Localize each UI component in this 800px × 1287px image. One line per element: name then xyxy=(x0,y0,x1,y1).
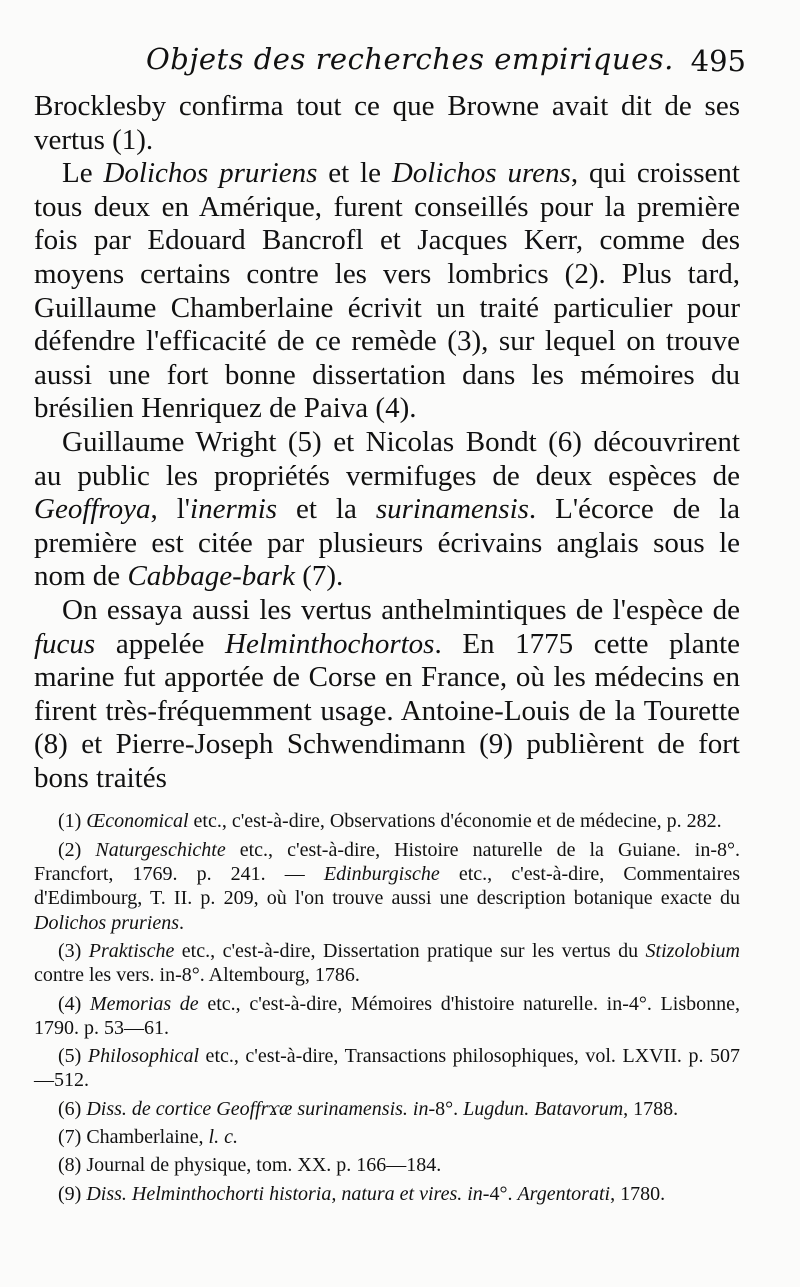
footnote-number: (1) xyxy=(58,810,87,833)
common-name: Cabbage-bark xyxy=(127,560,295,593)
footnote-text: 4°. xyxy=(489,1182,518,1205)
footnote xyxy=(34,838,740,935)
paragraph xyxy=(34,157,740,426)
footnote-title: Diss. de cortice Geoffrϫæ surinamensis. in- xyxy=(86,1097,436,1120)
footnote-title: Œconomical xyxy=(86,810,189,833)
species-name: Dolichos pruriens xyxy=(103,157,318,190)
species-name: Helminthochortos xyxy=(225,627,435,660)
footnote xyxy=(34,1125,740,1149)
genus-name: Geoffroya xyxy=(34,493,151,526)
footnote-number: (5) xyxy=(58,1045,88,1068)
footnote-title: Edinburgische xyxy=(323,863,440,886)
footnote xyxy=(34,992,740,1041)
paragraph-text: Brocklesby confirma tout ce que Browne avait dit de ses vertus (1). xyxy=(34,90,740,156)
footnote-text: , 1788. xyxy=(623,1097,679,1120)
main-text xyxy=(34,90,740,795)
footnote-number: (6) xyxy=(58,1097,87,1120)
footnote-number: (9) xyxy=(58,1182,87,1205)
paragraph-text: . L'écorce de la première est citée par plusieurs écrivains anglais sous le nom de xyxy=(34,493,740,593)
paragraph-text: appelée xyxy=(95,627,226,660)
footnote-title: Praktische xyxy=(88,939,175,962)
paragraph-text: Guillaume Wright (5) et Nicolas Bondt (6) découvrirent au public les propriétés vermifuges de deux espèces de xyxy=(34,425,740,492)
footnote-text: etc., c'est-à-dire, Dissertation pratique sur les vertus du xyxy=(174,939,646,962)
footnote-text: etc., c'est-à-dire, Histoire naturelle de la Guiane. in-8°. Francfort, 1769. p. 241. — xyxy=(34,838,740,886)
genus-name: fucus xyxy=(34,627,96,660)
paragraph-text: . En 1775 cette plante marine fut apportée de Corse en France, où les médecins en firent très-fréquemment usage. Antoine-Louis de la Tourette (8) et Pierre-Joseph Schwendimann (9) publièrent de fort bons traités xyxy=(34,627,740,794)
footnote xyxy=(34,1182,740,1206)
footnote-title: Memorias de xyxy=(90,992,199,1015)
paragraph-text: Le xyxy=(62,157,104,190)
species-name: Dolichos pruriens xyxy=(34,911,179,934)
footnote-text: , 1780. xyxy=(610,1182,666,1205)
footnote-text: etc., c'est-à-dire, Mémoires d'histoire naturelle. in-4°. Lisbonne, 1790. p. 53—61. xyxy=(34,992,740,1039)
paragraph-text: et la xyxy=(277,493,376,526)
footnote-title: Philosophical xyxy=(87,1045,199,1068)
genus-name: Stizolobium xyxy=(645,939,740,962)
footnote-number: (2) xyxy=(58,838,96,861)
running-title: Objets des recherches empiriques. xyxy=(146,42,674,76)
footnote xyxy=(34,1097,740,1121)
paragraph-text: et le xyxy=(317,157,392,190)
footnote-number: (7) xyxy=(58,1126,87,1149)
paragraph xyxy=(34,426,740,594)
footnote xyxy=(34,809,740,833)
footnote xyxy=(34,1153,740,1177)
footnote-abbrev: l. c. xyxy=(208,1126,238,1149)
footnote-text: contre les vers. in-8°. Altembourg, 1786. xyxy=(34,964,360,987)
paragraph xyxy=(34,594,740,796)
paragraph xyxy=(34,90,740,157)
footnote-title: Naturgeschichte xyxy=(95,838,226,861)
footnote xyxy=(34,939,740,988)
species-name: inermis xyxy=(190,493,278,526)
species-name: surinamensis xyxy=(375,493,529,526)
page-number: 495 xyxy=(690,44,746,78)
footnote-text: etc., c'est-à-dire, Observations d'économie et de médecine, p. 282. xyxy=(188,810,722,833)
paragraph-text: , qui croissent tous deux en Amérique, furent conseillés pour la première fois par Edouard Bancrofl et Jacques Kerr, comme des moyens certains contre les vers lombrics (2). Plus tard, Guillaume Chamberlaine écrivit un traité particulier pour défendre l'efficacité de ce remède (3), sur lequel on trouve aussi une fort bonne dissertation dans les mémoires du brésilien Henriquez de Paiva (4). xyxy=(34,157,740,425)
footnote-text: . xyxy=(179,911,184,934)
paragraph-text: , l' xyxy=(150,493,191,526)
footnotes xyxy=(34,809,740,1205)
footnote-text: Chamberlaine, xyxy=(86,1126,209,1149)
footnote-number: (4) xyxy=(58,992,90,1015)
footnote xyxy=(34,1044,740,1093)
footnote-number: (3) xyxy=(58,939,89,962)
footnote-title: Diss. Helminthochorti historia, natura et vires. in- xyxy=(86,1182,490,1205)
footnote-text: etc., c'est-à-dire, Transactions philosophiques, vol. LXVII. p. 507—512. xyxy=(34,1045,741,1092)
species-name: Dolichos urens xyxy=(391,157,571,190)
paragraph-text: (7). xyxy=(294,560,344,593)
footnote-text: Journal de physique, tom. XX. p. 166—184. xyxy=(86,1154,442,1177)
paragraph-text: On essaya aussi les vertus anthelmintiques de l'espèce de xyxy=(62,593,740,626)
footnote-place: Lugdun. Batavorum xyxy=(463,1097,624,1120)
footnote-text: 8°. xyxy=(435,1097,464,1120)
footnote-number: (8) xyxy=(58,1154,87,1177)
footnote-text: etc., c'est-à-dire, Commentaires d'Edimbourg, T. II. p. 209, où l'on trouve aussi une description botanique exacte du xyxy=(34,863,740,910)
footnote-place: Argentorati xyxy=(517,1182,611,1205)
page-header xyxy=(34,42,746,90)
